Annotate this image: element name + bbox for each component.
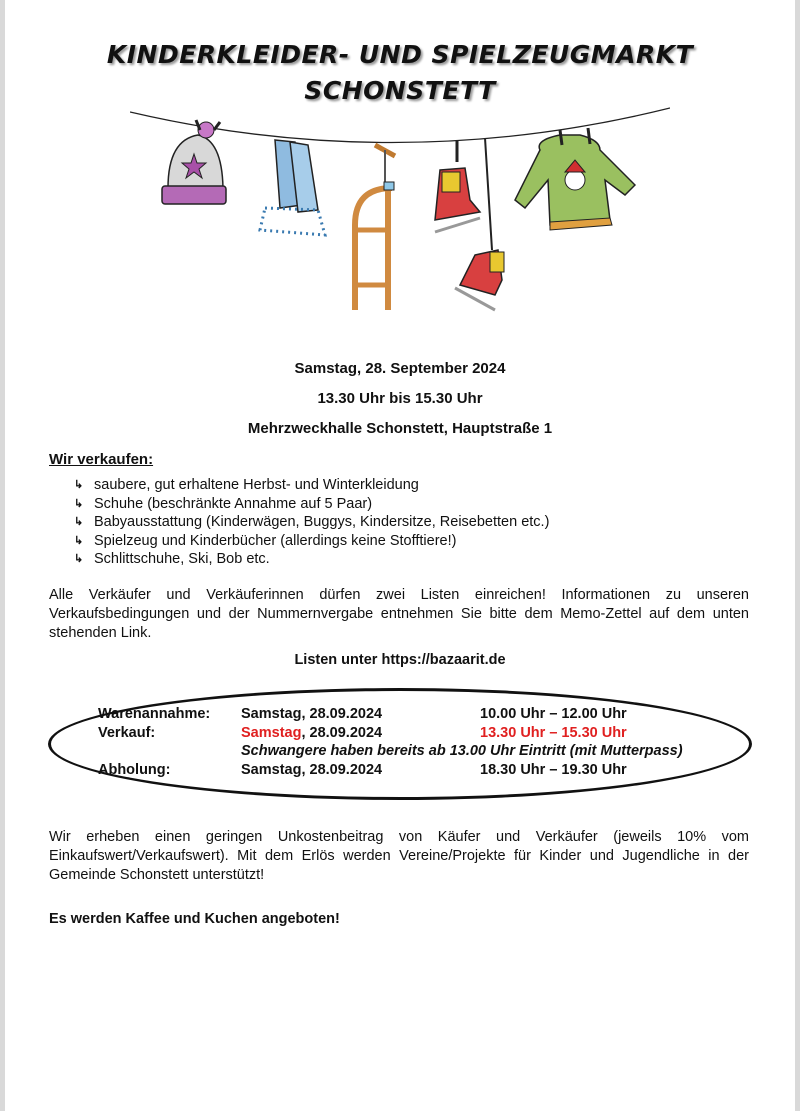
- list-item: ↳ Schuhe (beschränkte Annahme auf 5 Paar): [74, 495, 373, 512]
- sled-icon: [355, 145, 395, 310]
- title-line-2: SCHONSTETT: [304, 76, 496, 105]
- info-paragraph: Alle Verkäufer und Verkäuferinnen dürfen zwei Listen einreichen! Informationen zu unseren Verkaufsbedingungen und der Nummernvergabe entnehmen Sie bitte dem Memo-Zettel auf dem unten stehenden Link.: [49, 587, 749, 641]
- list-item: ↳ Babyausstattung (Kinderwägen, Buggys, Kindersitze, Reisebetten etc.): [74, 514, 550, 530]
- page-edge-right: [795, 0, 800, 1111]
- ice-skate-icon: [435, 140, 480, 232]
- title-line-1: KINDERKLEIDER- UND SPIELZEUGMARKT: [106, 40, 694, 69]
- event-date: Samstag, 28. September 2024: [294, 360, 506, 377]
- list-item: ↳ Spielzeug und Kinderbücher (allerdings keine Stofftiere!): [74, 532, 457, 549]
- sweater-icon: [515, 128, 635, 230]
- fee-paragraph: Wir erheben einen geringen Unkostenbeitrag von Käufer und Verkäufer (jeweils 10% vom Einkaufswert/Verkaufswert). Mit dem Erlös werden Vereine/Projekte für Kinder und Jugendliche in der Gemeinde Schonstett unterstützt!: [49, 829, 749, 883]
- winter-hat-icon: [162, 120, 226, 204]
- lists-link[interactable]: Listen unter https://bazaarit.de: [294, 652, 506, 668]
- arrow-bullet-icon: ↳: [74, 497, 84, 510]
- arrow-bullet-icon: ↳: [74, 479, 84, 491]
- arrow-bullet-icon: ↳: [74, 553, 84, 565]
- arrow-bullet-icon: ↳: [74, 534, 84, 547]
- arrow-bullet-icon: ↳: [74, 516, 84, 528]
- page-edge-left: [0, 0, 5, 1111]
- closing-line: Es werden Kaffee und Kuchen angeboten!: [49, 911, 340, 927]
- list-item: ↳ saubere, gut erhaltene Herbst- und Winterkleidung: [74, 477, 419, 493]
- event-time: 13.30 Uhr bis 15.30 Uhr: [317, 390, 483, 407]
- scarf-icon: [260, 140, 325, 235]
- clothesline-illustration: [130, 100, 670, 320]
- event-location: Mehrzweckhalle Schonstett, Hauptstraße 1: [247, 420, 553, 437]
- sell-list: [74, 476, 549, 569]
- sell-heading: Wir verkaufen:: [49, 451, 154, 468]
- list-item: ↳ Schlittschuhe, Ski, Bob etc.: [74, 551, 270, 567]
